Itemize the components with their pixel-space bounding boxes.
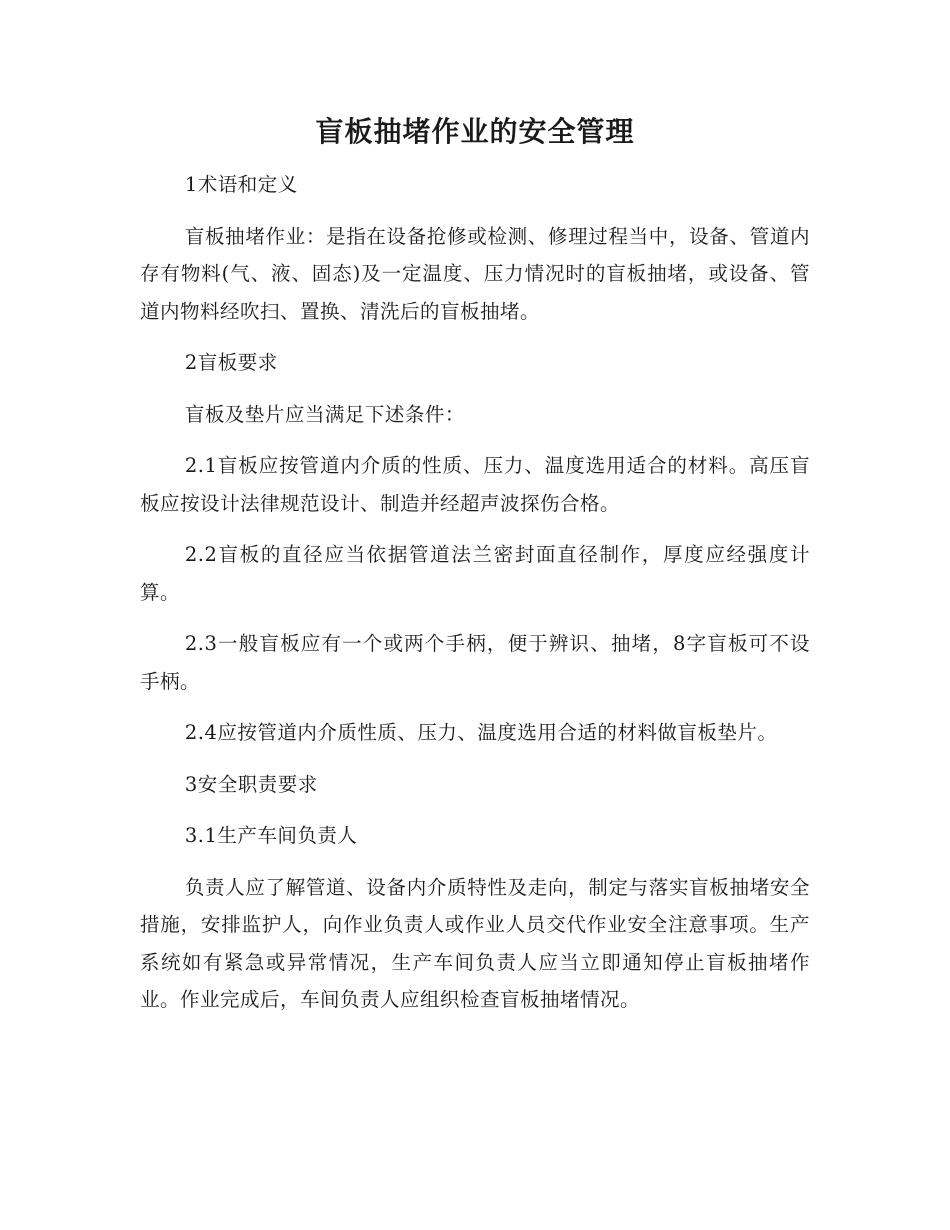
section-heading-blind-requirements: 2盲板要求	[184, 351, 278, 374]
paragraph-2-4: 2.4应按管道内介质性质、压力、温度选用合适的材料做盲板垫片。	[184, 721, 778, 744]
paragraph-2-3: 2.3一般盲板应有一个或两个手柄，便于辨识、抽堵，8字盲板可不设手柄。	[140, 632, 810, 693]
paragraph-2-1: 2.1盲板应按管道内介质的性质、压力、温度选用适合的材料。高压盲板应按设计法律规范设计、制造并经超声波探伤合格。	[140, 454, 810, 515]
paragraph-workshop-leader: 负责人应了解管道、设备内介质特性及走向，制定与落实盲板抽堵安全措施，安排监护人，向作业负责人或作业人员交代作业安全注意事项。生产系统如有紧急或异常情况，生产车间负责人应当立即通知停止盲板抽堵作业。作业完成后，车间负责人应组织检查盲板抽堵情况。	[140, 875, 810, 1011]
document-title: 盲板抽堵作业的安全管理	[315, 115, 635, 148]
section-heading-safety-duties: 3安全职责要求	[184, 772, 318, 796]
paragraph-2-2: 2.2盲板的直径应当依据管道法兰密封面直径制作，厚度应经强度计算。	[140, 543, 810, 604]
paragraph-definition: 盲板抽堵作业：是指在设备抢修或检测、修理过程当中，设备、管道内存有物料(气、液、固态)及一定温度、压力情况时的盲板抽堵，或设备、管道内物料经吹扫、置换、清洗后的盲板抽堵。	[140, 224, 810, 323]
paragraph-conditions-intro: 盲板及垫片应当满足下述条件：	[184, 402, 465, 426]
subsection-heading-3-1: 3.1生产车间负责人	[184, 824, 358, 847]
section-heading-terms: 1术语和定义	[184, 173, 298, 196]
